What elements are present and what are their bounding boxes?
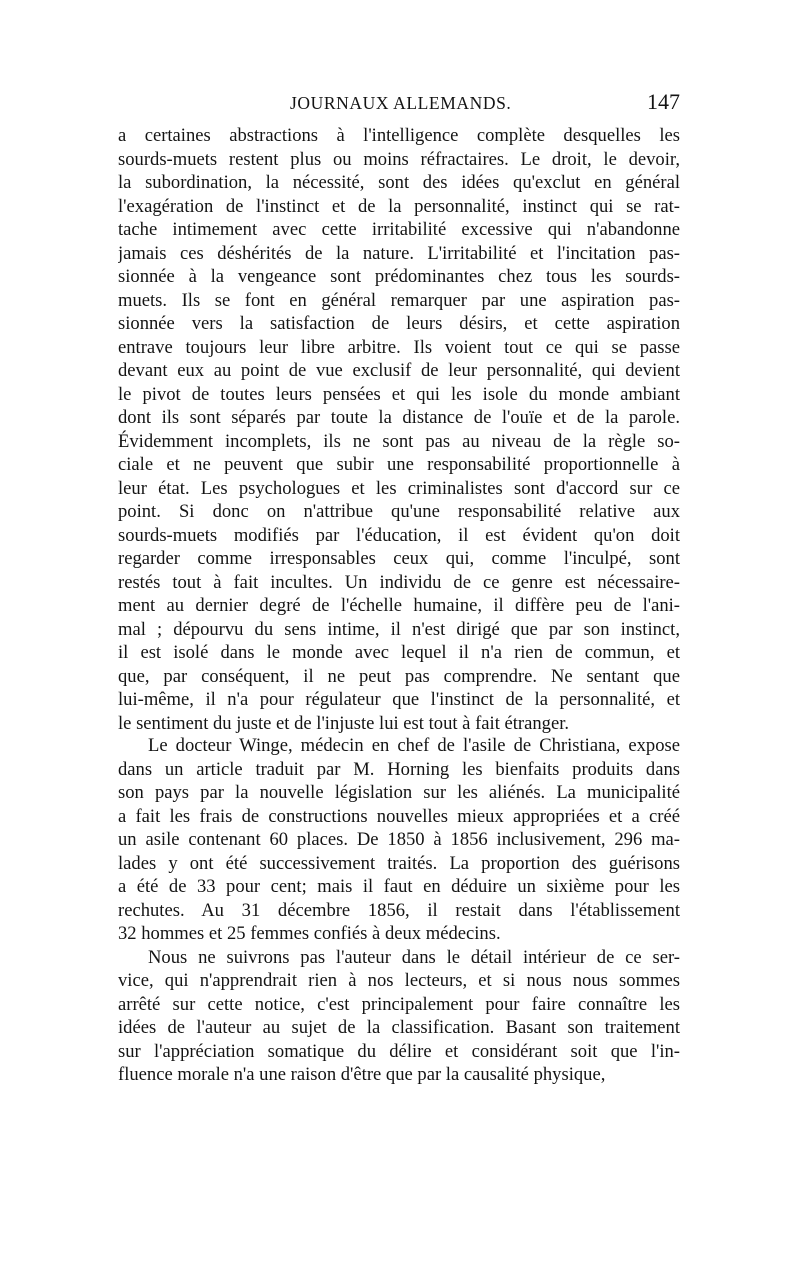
text-line: jamais ces déshérités de la nature. L'irritabilité et l'incitation pas- [118,242,680,264]
text-line: 32 hommes et 25 femmes confiés à deux médecins. [118,923,501,944]
text-line: sourds-muets restent plus ou moins réfractaires. Le droit, le devoir, [118,148,680,170]
header-title: JOURNAUX ALLEMANDS. [290,93,512,113]
text-line: sourds-muets modifiés par l'éducation, il est évident qu'on doit [118,524,680,546]
text-line: fluence morale n'a une raison d'être que par la causalité physique, [118,1064,606,1085]
text-line: devant eux au point de vue exclusif de leur personnalité, qui devient [118,360,680,381]
text-line: son pays par la nouvelle législation sur les aliénés. La municipalité [118,782,680,803]
running-header [118,90,680,116]
text-line: dans un article traduit par M. Horning les bienfaits produits dans [118,758,680,780]
text-line: un asile contenant 60 places. De 1850 à 1856 inclusivement, 296 ma- [118,829,680,850]
text-line: restés tout à fait incultes. Un individu de ce genre est nécessaire- [118,571,680,593]
text-line: sur l'appréciation somatique du délire et considérant soit que l'in- [118,1040,680,1062]
paragraph-classification [118,946,680,1087]
text-line: mal ; dépourvu du sens intime, il n'est dirigé que par son instinct, [118,618,680,640]
text-line: Nous ne suivrons pas l'auteur dans le détail intérieur de ce ser- [148,946,680,968]
text-line: ment au dernier degré de l'échelle humaine, il diffère peu de l'ani- [118,595,680,616]
text-line: il est isolé dans le monde avec lequel il n'a rien de commun, et [118,642,680,663]
text-line: l'exagération de l'instinct et de la personnalité, instinct qui se rat- [118,195,680,217]
page-number: 147 [647,89,680,114]
text-line: le pivot de toutes leurs pensées et qui les isole du monde ambiant [118,383,680,405]
text-line: sionnée vers la satisfaction de leurs désirs, et cette aspiration [118,313,680,334]
text-line: tache intimement avec cette irritabilité excessive qui n'abandonne [118,219,680,240]
text-line: leur état. Les psychologues et les criminalistes sont d'accord sur ce [118,477,680,499]
text-line: lui-même, il n'a pour régulateur que l'instinct de la personnalité, et [118,689,680,710]
text-line: que, par conséquent, il ne peut pas comprendre. Ne sentant que [118,665,680,687]
paragraph-winge [118,734,680,946]
text-line: rechutes. Au 31 décembre 1856, il restait dans l'établissement [118,899,680,921]
text-line: Évidemment incomplets, ils ne sont pas au niveau de la règle so- [118,430,680,452]
text-line: muets. Ils se font en général remarquer par une aspiration pas- [118,289,680,311]
text-line: dont ils sont séparés par toute la distance de l'ouïe et de la parole. [118,407,680,428]
text-line: vice, qui n'apprendrait rien à nos lecteurs, et si nous nous sommes [118,970,680,991]
text-line: ciale et ne peuvent que subir une responsabilité proportionnelle à [118,454,680,475]
text-line: sionnée à la vengeance sont prédominantes chez tous les sourds- [118,266,680,287]
text-block-upper [118,124,680,735]
text-block-lower [118,734,680,1087]
text-line: idées de l'auteur au sujet de la classification. Basant son traitement [118,1017,680,1038]
text-line: a fait les frais de constructions nouvelles mieux appropriées et a créé [118,805,680,827]
text-line: regarder comme irresponsables ceux qui, comme l'inculpé, sont [118,548,680,569]
text-line: Le docteur Winge, médecin en chef de l'asile de Christiana, expose [148,735,680,756]
paragraph-continuation [118,124,680,735]
text-line: arrêté sur cette notice, c'est principalement pour faire connaître les [118,993,680,1015]
text-line: le sentiment du juste et de l'injuste lui est tout à fait étranger. [118,712,570,734]
text-line: point. Si donc on n'attribue qu'une responsabilité relative aux [118,501,680,522]
text-line: a été de 33 pour cent; mais il faut en déduire un sixième pour les [118,876,680,897]
text-line: la subordination, la nécessité, sont des idées qu'exclut en général [118,172,680,193]
text-line: entrave toujours leur libre arbitre. Ils voient tout ce qui se passe [118,336,680,358]
text-line: lades y ont été successivement traités. La proportion des guérisons [118,852,680,874]
text-line: a certaines abstractions à l'intelligence complète desquelles les [118,125,680,146]
